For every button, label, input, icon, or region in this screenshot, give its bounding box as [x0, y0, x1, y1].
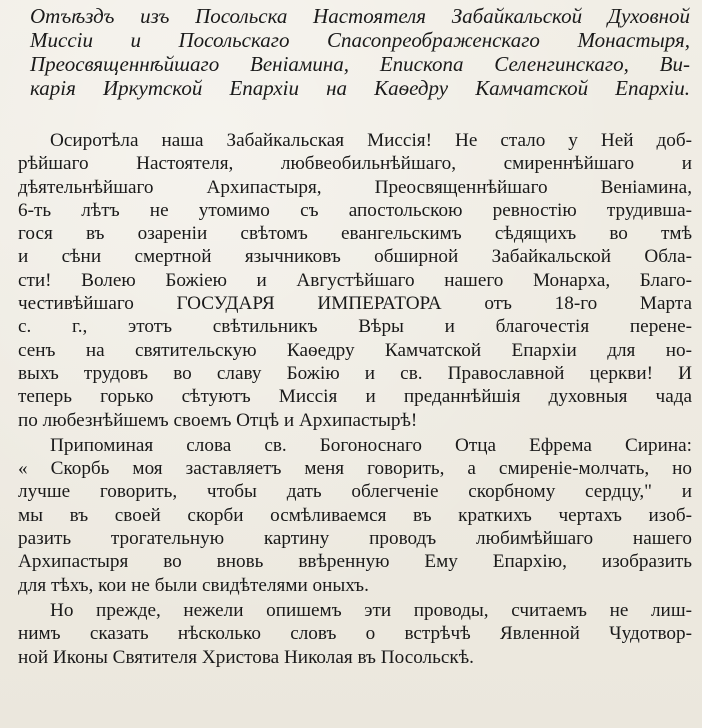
- text-line: выхъ трудовъ во славу Божію и св. Православной церкви! И: [18, 362, 692, 384]
- text-line: « Скорбь моя заставляетъ меня говорить, а смиреніе-молчать, но: [18, 458, 692, 480]
- text-line: Архипастыря во вновь ввѣренную Ему Епархію, изобразить: [18, 551, 692, 573]
- text-line: теперь горько сѣтуютъ Миссія и преданнѣйшія духовныя чада: [18, 386, 692, 408]
- paragraph-3: [18, 599, 692, 669]
- text-line: и сѣни смертной язычниковъ обширной Забайкальской Обла-: [18, 246, 692, 268]
- text-line: честивѣйшаго ГОСУДАРЯ ИМПЕРАТОРА отъ 18-го Марта: [18, 293, 692, 315]
- text-line: дѣятельнѣйшаго Архипастыря, Преосвященнѣйшаго Веніамина,: [18, 176, 692, 198]
- heading-line: карія Иркутской Епархіи на Каѳедру Камчатской Епархіи.: [30, 76, 690, 100]
- text-line: Припоминая слова св. Богоноснаго Отца Ефрема Сирина:: [50, 434, 692, 456]
- article-body: [18, 129, 692, 669]
- paragraph-2: [18, 434, 692, 597]
- text-line: мы въ своей скорби осмѣливаемся въ краткихъ чертахъ изоб-: [18, 504, 692, 526]
- heading-line: Миссіи и Посольскаго Спасопреображенскаго Монастыря,: [30, 28, 690, 52]
- text-line: с. г., этотъ свѣтильникъ Вѣры и благочестія перене-: [18, 316, 692, 338]
- text-line: Но прежде, нежели опишемъ эти проводы, считаемъ не лиш-: [50, 599, 692, 621]
- text-line: для тѣхъ, кои не были свидѣтелями оныхъ.: [18, 574, 369, 596]
- text-line: ной Иконы Святителя Христова Николая въ Посольскѣ.: [18, 646, 474, 668]
- heading-line: Преосвященнѣйшаго Веніамина, Епископа Селенгинскаго, Ви-: [30, 52, 690, 76]
- text-line: сти! Волею Божіею и Августѣйшаго нашего Монарха, Благо-: [18, 269, 692, 291]
- article-heading: [30, 4, 690, 100]
- text-line: 6-ть лѣтъ не утомимо съ апостольскою ревностію трудивша-: [18, 199, 692, 221]
- text-line: по любезнѣйшемъ своемъ Отцѣ и Архипастырѣ!: [18, 409, 418, 431]
- text-line: Осиротѣла наша Забайкальская Миссія! Не стало у Ней доб-: [50, 130, 692, 151]
- heading-line: Отъѣздъ изъ Посольска Настоятеля Забайкальской Духовной: [30, 4, 690, 28]
- text-line: разить трогательную картину проводъ любимѣйшаго нашего: [18, 528, 692, 550]
- text-line: рѣйшаго Настоятеля, любвеобильнѣйшаго, смиреннѣйшаго и: [18, 153, 692, 175]
- text-line: гося въ озареніи свѣтомъ евангельскимъ сѣдящихъ во тмѣ: [18, 223, 692, 245]
- paragraph-1: [18, 129, 692, 432]
- text-line: нимъ сказать нѣсколько словъ о встрѣчѣ Явленной Чудотвор-: [18, 623, 692, 645]
- text-line: лучше говорить, чтобы дать облегченіе скорбному сердцу," и: [18, 481, 692, 503]
- text-line: сенъ на святительскую Каѳедру Камчатской Епархіи для но-: [18, 339, 692, 361]
